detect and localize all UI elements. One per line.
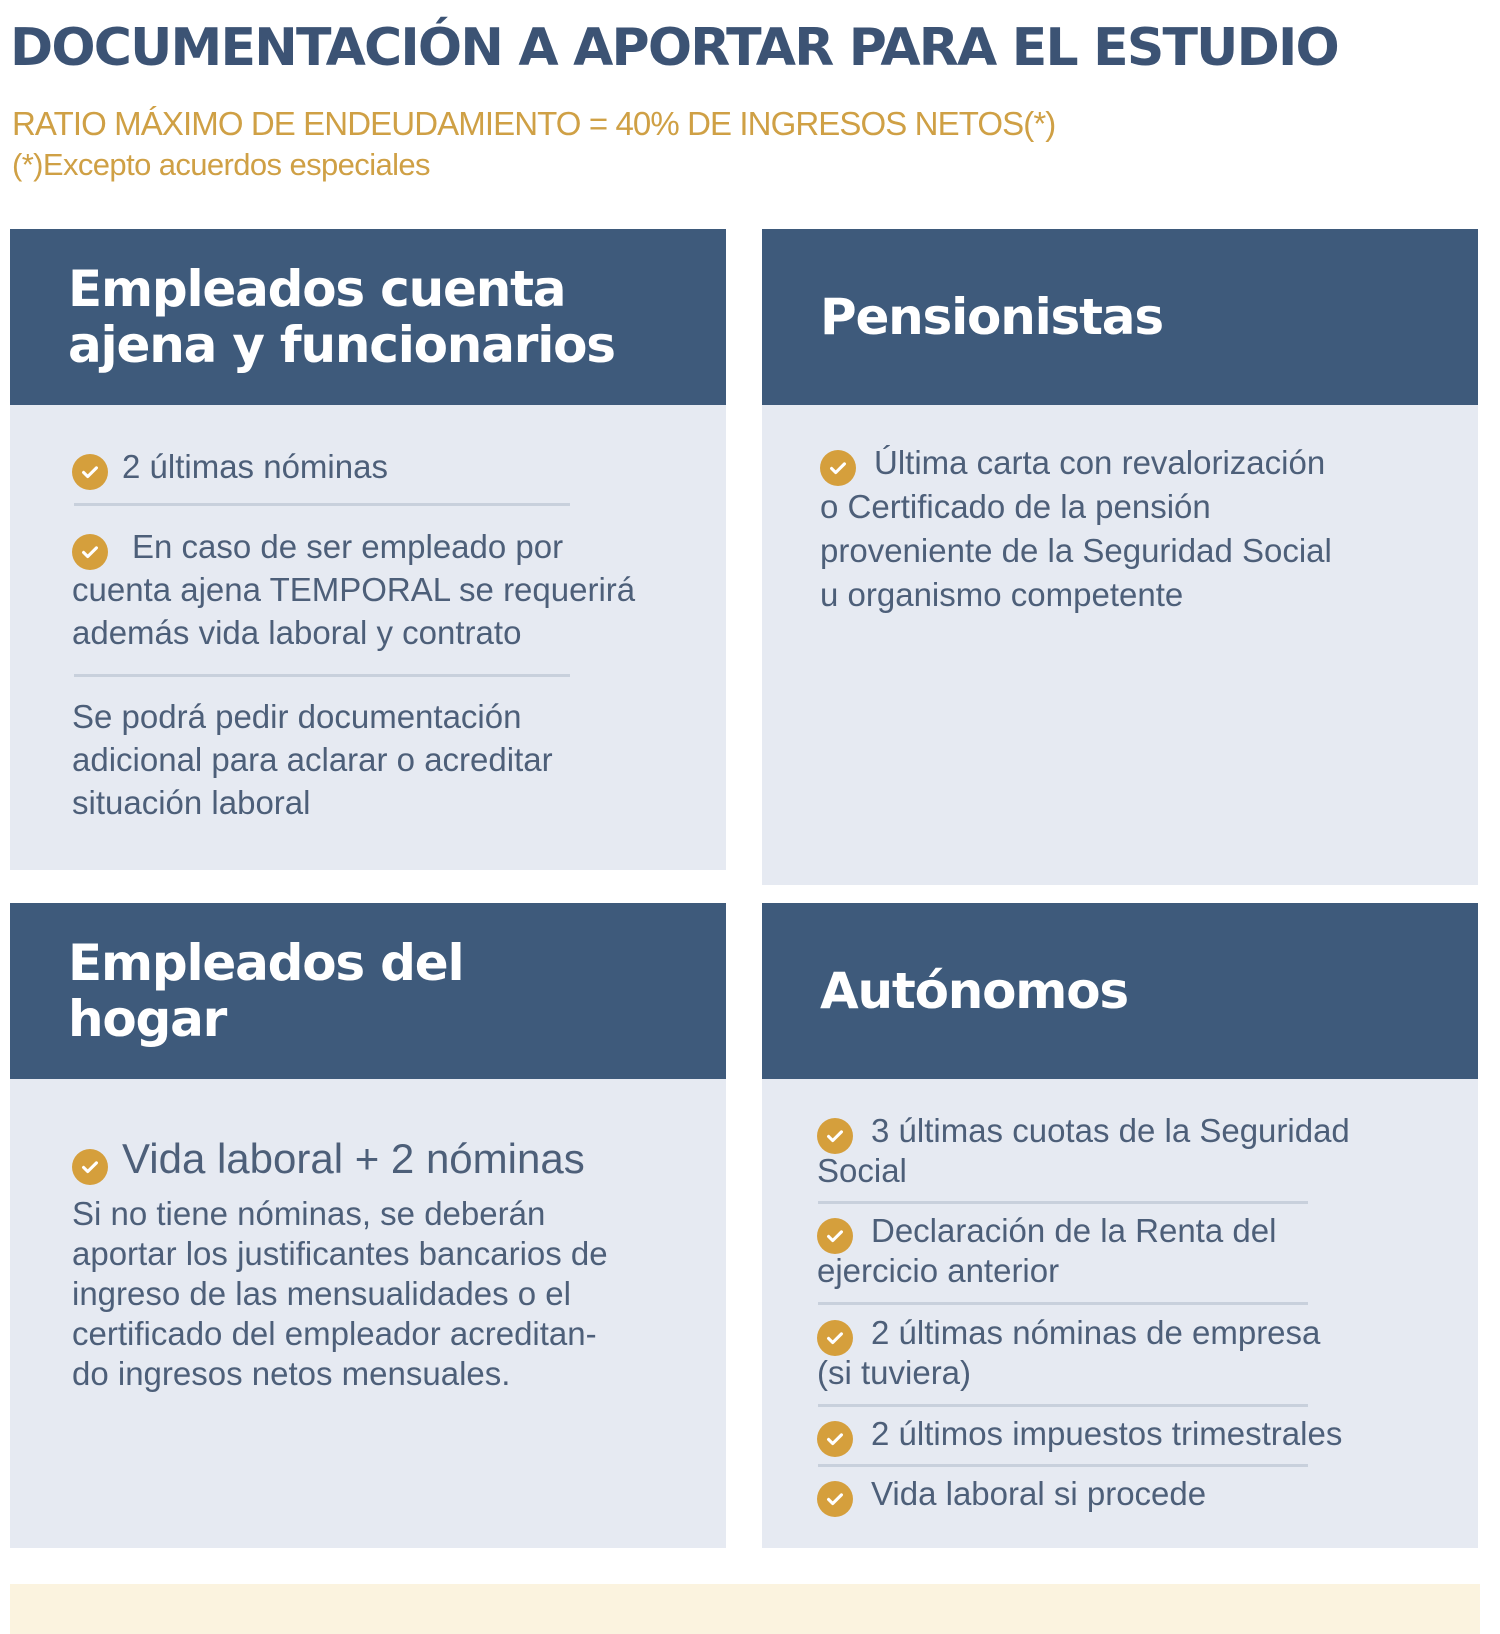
divider — [818, 1464, 1308, 1467]
note-text: Si no tiene nóminas, se deberán — [72, 1195, 546, 1232]
card-employees-body — [10, 405, 726, 870]
list-item: Declaración de la Renta del — [817, 1211, 1276, 1254]
card-pensioners-body — [762, 405, 1478, 885]
card-pensioners-header — [762, 229, 1478, 405]
note-text: certificado del empleador acreditan- — [72, 1315, 597, 1352]
list-item: 3 últimas cuotas de la Seguridad — [817, 1111, 1350, 1154]
card-self-employed — [762, 903, 1478, 1548]
list-item-text: (si tuviera) — [817, 1354, 972, 1391]
list-item: 2 últimos impuestos trimestrales — [817, 1414, 1342, 1457]
card-household-header — [10, 903, 726, 1079]
card-employees-header — [10, 229, 726, 405]
divider — [74, 503, 570, 506]
check-icon — [817, 1218, 853, 1254]
divider — [818, 1404, 1308, 1407]
divider — [818, 1302, 1308, 1305]
check-icon — [817, 1118, 853, 1154]
card-household-body — [10, 1079, 726, 1548]
list-item-text: u organismo competente — [820, 576, 1184, 613]
list-item: En caso de ser empleado por — [72, 525, 563, 570]
list-item: Última carta con revalorización — [820, 441, 1325, 486]
debt-ratio-text: RATIO MÁXIMO DE ENDEUDAMIENTO = 40% DE INGRESOS NETOS(*) — [12, 105, 1056, 142]
ratio-footnote: (*)Excepto acuerdos especiales — [12, 147, 430, 182]
list-item: Vida laboral + 2 nóminas — [72, 1135, 585, 1185]
note-text: adicional para aclarar o acreditar — [72, 741, 553, 778]
note-text: do ingresos netos mensuales. — [72, 1355, 511, 1392]
check-icon — [817, 1421, 853, 1457]
card-household-title: Empleados del hogar — [68, 934, 464, 1048]
check-icon — [72, 1149, 108, 1185]
list-item: 2 últimas nóminas de empresa — [817, 1313, 1320, 1356]
card-self-employed-header — [762, 903, 1478, 1079]
card-employees-title: Empleados cuenta ajena y funcionarios — [68, 260, 615, 374]
card-self-employed-title: Autónomos — [820, 962, 1128, 1020]
list-item-text: además vida laboral y contrato — [72, 614, 522, 651]
list-item-text: proveniente de la Seguridad Social — [820, 532, 1332, 569]
card-employees — [10, 229, 726, 870]
card-pensioners-title: Pensionistas — [820, 288, 1163, 346]
check-icon — [72, 454, 108, 490]
divider — [818, 1201, 1308, 1204]
check-icon — [817, 1481, 853, 1517]
card-pensioners — [762, 229, 1478, 885]
list-item-text: cuenta ajena TEMPORAL se requerirá — [72, 571, 636, 608]
list-item: Vida laboral si procede — [817, 1474, 1206, 1517]
note-text: situación laboral — [72, 784, 311, 821]
list-item-text: Social — [817, 1152, 907, 1189]
note-text: ingreso de las mensualidades o el — [72, 1275, 571, 1312]
check-icon — [72, 534, 108, 570]
page-title: DOCUMENTACIÓN A APORTAR PARA EL ESTUDIO — [10, 18, 1338, 78]
card-household-employees — [10, 903, 726, 1548]
check-icon — [817, 1320, 853, 1356]
card-self-employed-body — [762, 1079, 1478, 1548]
list-item-text: ejercicio anterior — [817, 1252, 1060, 1289]
check-icon — [820, 450, 856, 486]
list-item: 2 últimas nóminas — [72, 445, 388, 490]
note-text: Se podrá pedir documentación — [72, 698, 522, 735]
divider — [74, 674, 570, 677]
bottom-banner — [10, 1584, 1480, 1634]
note-text: aportar los justificantes bancarios de — [72, 1235, 608, 1272]
list-item-text: o Certificado de la pensión — [820, 488, 1211, 525]
